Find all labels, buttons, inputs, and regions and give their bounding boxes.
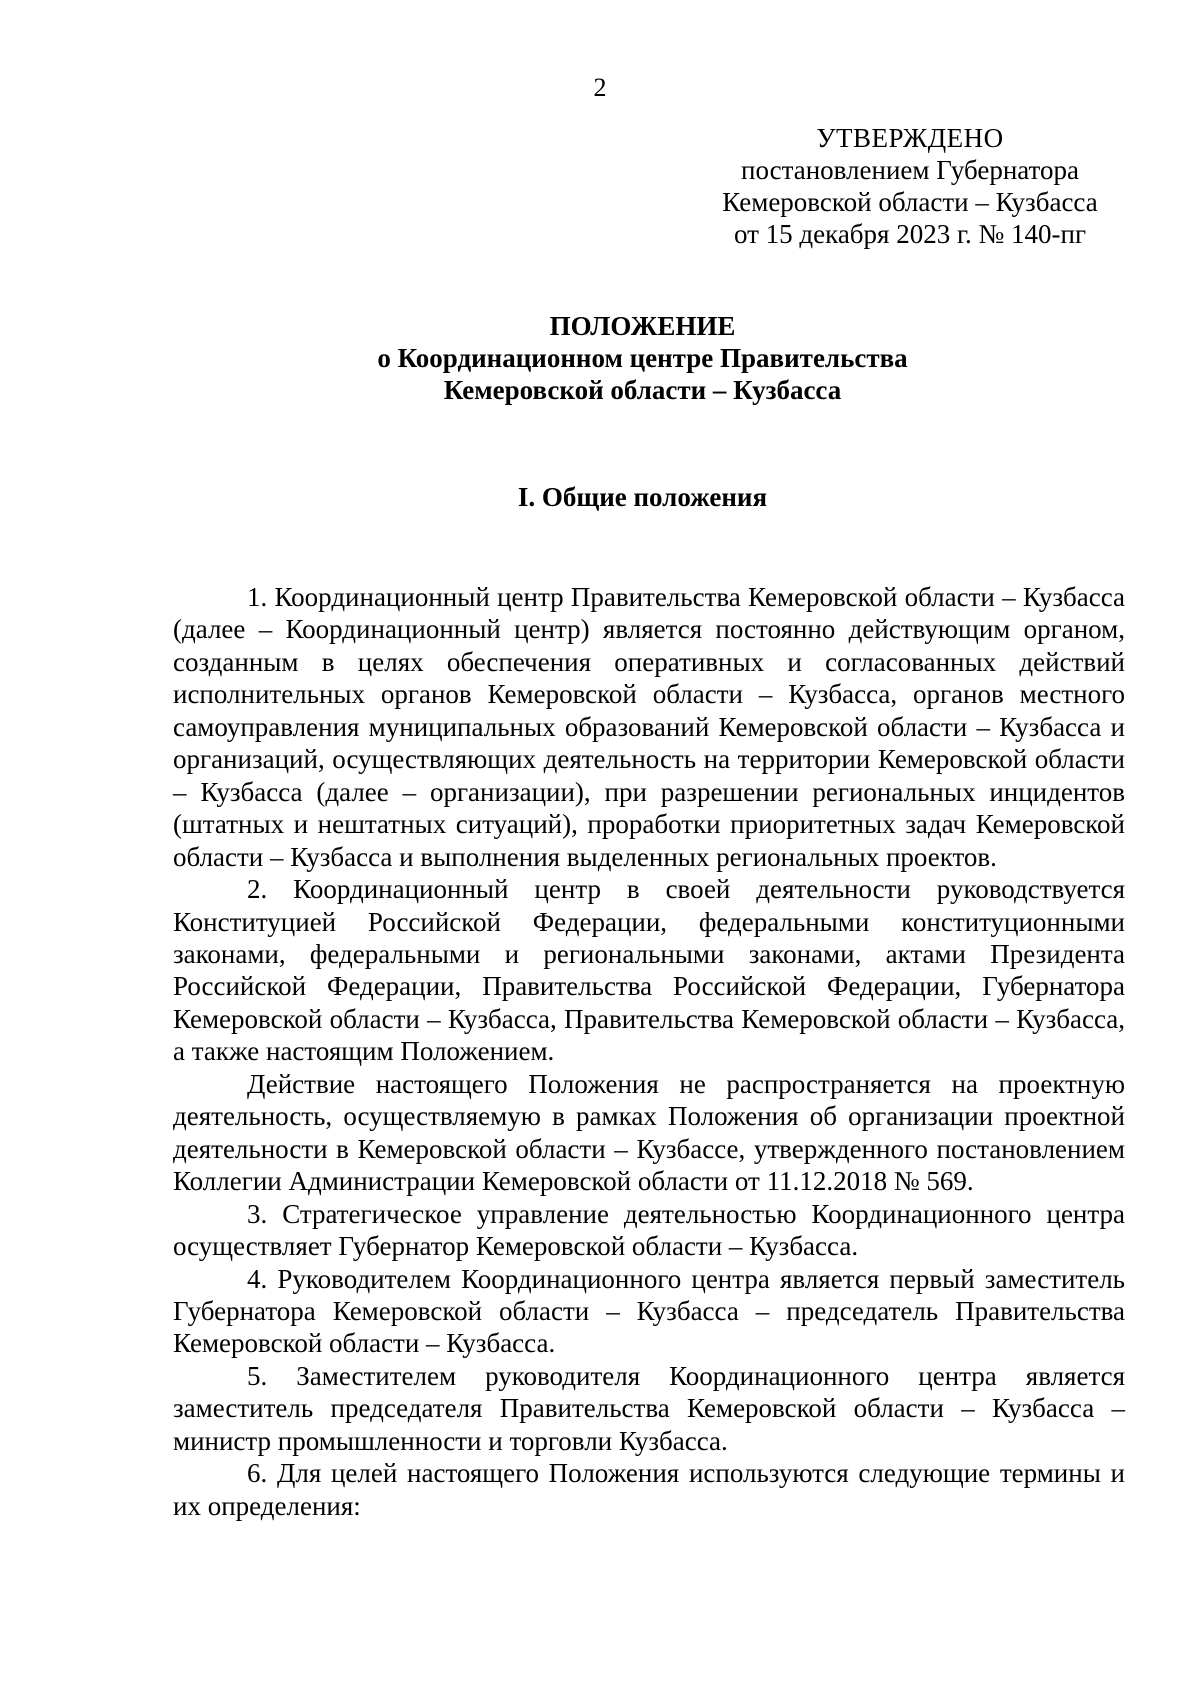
page-number: 2 [593,73,607,102]
paragraph-6: 6. Для целей настоящего Положения используются следующие термины и их определения: [173,1458,1125,1521]
document-title [160,310,1125,406]
approval-act-type: постановлением Губернатора [741,155,1079,185]
approval-stamp-block [700,122,1120,250]
document-body [173,581,1125,1522]
document-title-line-2: о Координационном центре Правительства [377,343,908,373]
paragraph-2-continuation: Действие настоящего Положения не распространяется на проектную деятельность, осуществляемую в рамках Положения об организации проектной деятельности в Кемеровской области – Кузбассе, утвержденного постановлением Коллегии Администрации Кемеровской области от 11.12.2018 № 569. [173,1068,1125,1197]
paragraph-4: 4. Руководителем Координационного центра является первый заместитель Губернатора Кемеровской области – Кузбасса – председатель Правительства Кемеровской области – Кузбасса. [173,1263,1125,1359]
approval-date-number: от 15 декабря 2023 г. № 140-пг [733,219,1087,249]
section-heading: I. Общие положения [517,482,768,512]
document-title-line-1: ПОЛОЖЕНИЕ [549,311,736,341]
paragraph-3: 3. Стратегическое управление деятельностью Координационного центра осуществляет Губернатор Кемеровской области – Кузбасса. [173,1198,1125,1262]
paragraph-1: 1. Координационный центр Правительства Кемеровской области – Кузбасса (далее – Координационный центр) является постоянно действующим органом, созданным в целях обеспечения оперативных и согласованных действий исполнительных органов Кемеровской области – Кузбасса, органов местного самоуправления муниципальных образований Кемеровской области – Кузбасса и организаций, осуществляющих деятельность на территории Кемеровской области – Кузбасса (далее – организации), при разрешении региональных инцидентов (штатных и нештатных ситуаций), проработки приоритетных задач Кемеровской области – Кузбасса и выполнения выделенных региональных проектов. [173,582,1125,872]
approval-region: Кемеровской области – Кузбасса [722,187,1098,217]
approval-title: УТВЕРЖДЕНО [816,123,1004,153]
document-title-line-3: Кемеровской области – Кузбасса [443,375,842,405]
paragraph-2: 2. Координационный центр в своей деятельности руководствуется Конституцией Российской Федерации, федеральными конституционными законами, федеральными и региональными законами, актами Президента Российской Федерации, Правительства Российской Федерации, Губернатора Кемеровской области – Кузбасса, Правительства Кемеровской области – Кузбасса, а также настоящим Положением. [173,874,1125,1067]
paragraph-5: 5. Заместителем руководителя Координационного центра является заместитель председателя Правительства Кемеровской области – Кузбасса – министр промышленности и торговли Кузбасса. [173,1360,1125,1456]
